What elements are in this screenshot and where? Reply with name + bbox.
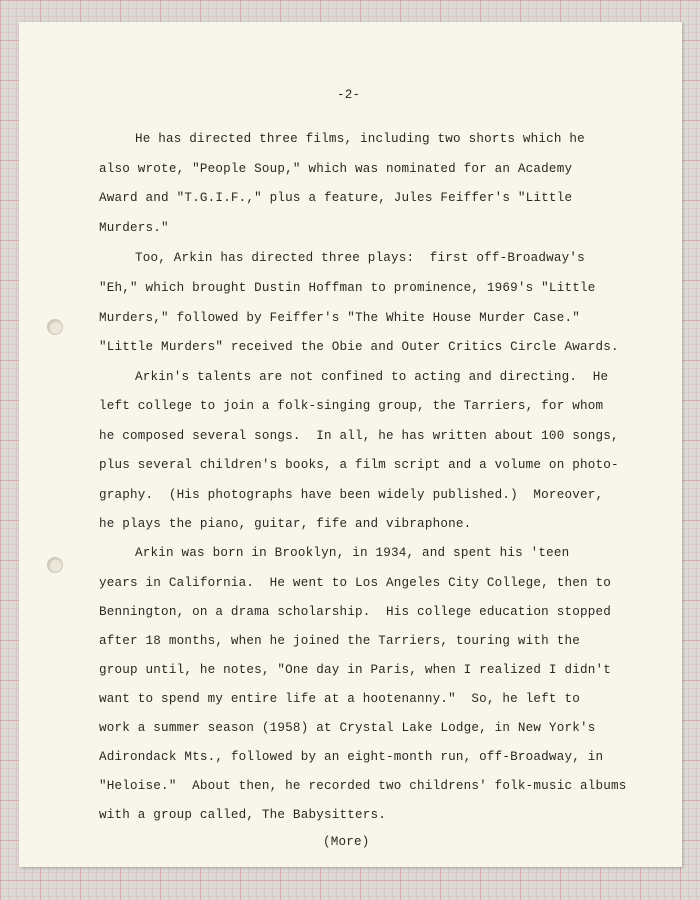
text-line: plus several children's books, a film script and a volume on photo- (99, 458, 619, 472)
text-line: Adirondack Mts., followed by an eight-month run, off-Broadway, in (99, 750, 604, 764)
text-line: "Little Murders" received the Obie and Outer Critics Circle Awards. (99, 340, 619, 354)
text-line: Murders." (99, 221, 169, 235)
text-line: Murders," followed by Feiffer's "The White House Murder Case." (99, 311, 580, 325)
document-page (19, 22, 682, 867)
text-line: Arkin was born in Brooklyn, in 1934, and spent his 'teen (135, 546, 570, 560)
text-line: left college to join a folk-singing group, the Tarriers, for whom (99, 399, 604, 413)
text-line: Bennington, on a drama scholarship. His college education stopped (99, 605, 611, 619)
punch-hole (47, 557, 63, 573)
text-line: also wrote, "People Soup," which was nominated for an Academy (99, 162, 573, 176)
page-number: -2- (337, 88, 361, 102)
punch-hole (47, 319, 63, 335)
text-line: Award and "T.G.I.F.," plus a feature, Jules Feiffer's "Little (99, 191, 573, 205)
text-line: work a summer season (1958) at Crystal Lake Lodge, in New York's (99, 721, 596, 735)
text-line: he plays the piano, guitar, fife and vibraphone. (99, 517, 472, 531)
more-footer: (More) (323, 835, 370, 849)
text-line: Arkin's talents are not confined to acting and directing. He (135, 370, 609, 384)
text-line: "Eh," which brought Dustin Hoffman to prominence, 1969's "Little (99, 281, 596, 295)
text-line: with a group called, The Babysitters. (99, 808, 387, 822)
text-line: want to spend my entire life at a hootenanny." So, he left to (99, 692, 580, 706)
text-line: he composed several songs. In all, he has written about 100 songs, (99, 429, 619, 443)
text-line: He has directed three films, including two shorts which he (135, 132, 585, 146)
text-line: after 18 months, when he joined the Tarriers, touring with the (99, 634, 580, 648)
text-line: "Heloise." About then, he recorded two childrens' folk-music albums (99, 779, 627, 793)
text-line: years in California. He went to Los Angeles City College, then to (99, 576, 611, 590)
text-line: graphy. (His photographs have been widely published.) Moreover, (99, 488, 604, 502)
text-line: Too, Arkin has directed three plays: first off-Broadway's (135, 251, 585, 265)
text-line: group until, he notes, "One day in Paris, when I realized I didn't (99, 663, 611, 677)
